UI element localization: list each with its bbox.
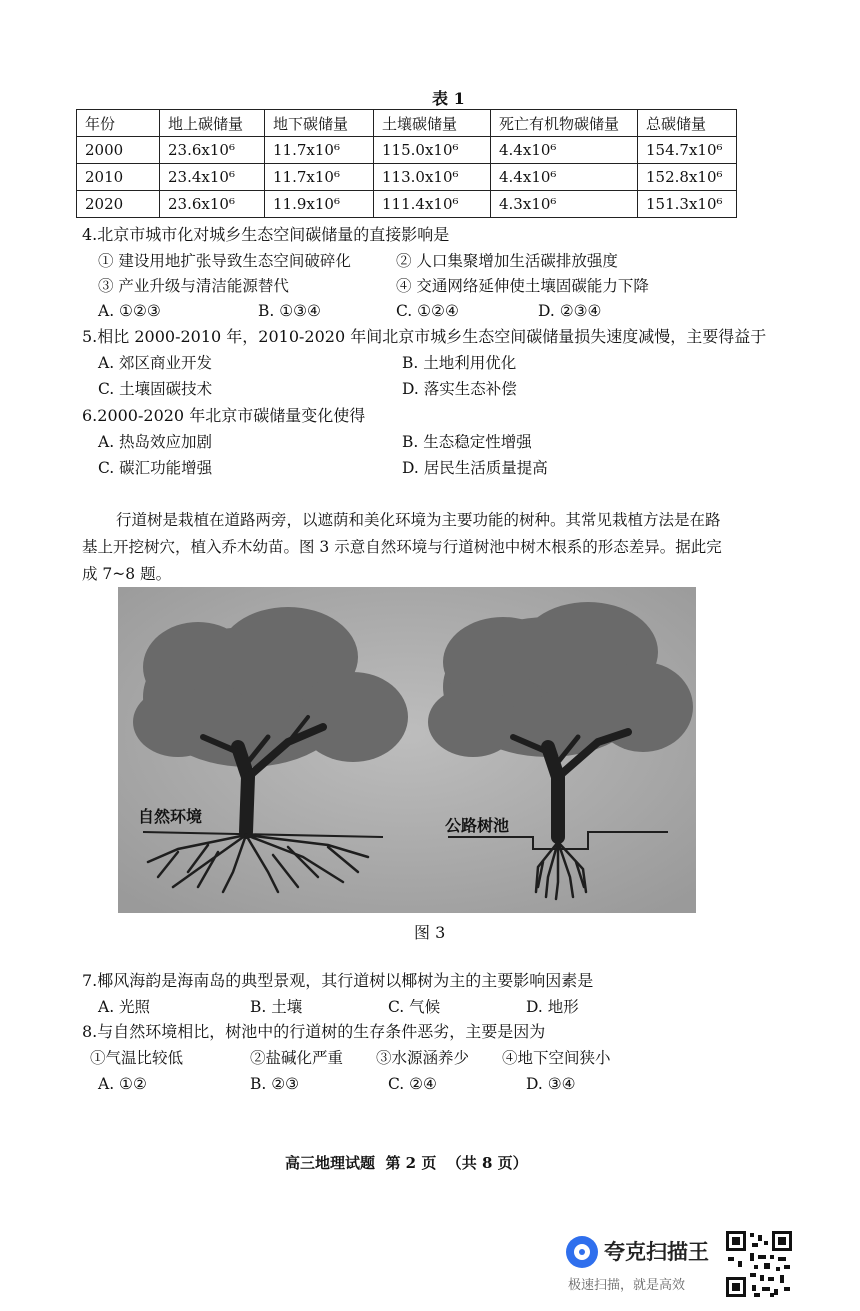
table-header-cell: 地下碳储量 — [265, 110, 374, 137]
table-cell: 11.7x10⁶ — [265, 137, 374, 164]
intro-line-1: 行道树是栽植在道路两旁，以遮荫和美化环境为主要功能的树种。其常见栽植方法是在路 — [116, 511, 721, 529]
question-8-item: ④地下空间狭小 — [502, 1049, 611, 1067]
table-cell: 2000 — [77, 137, 160, 164]
table-cell: 4.4x10⁶ — [491, 164, 638, 191]
question-5-option: A. 郊区商业开发 — [98, 354, 213, 372]
table-cell: 4.4x10⁶ — [491, 137, 638, 164]
intro-line-2: 基上开挖树穴，植入乔木幼苗。图 3 示意自然环境与行道树池中树木根系的形态差异。据此完 — [82, 538, 722, 556]
question-4-item: ③ 产业升级与清洁能源替代 — [98, 277, 289, 295]
question-6-option: A. 热岛效应加剧 — [98, 433, 213, 451]
table-cell: 11.7x10⁶ — [265, 164, 374, 191]
table-cell: 152.8x10⁶ — [638, 164, 737, 191]
question-8-option: A. ①② — [98, 1075, 147, 1093]
question-4-option: C. ①②④ — [396, 302, 459, 320]
question-5-option: C. 土壤固碳技术 — [98, 380, 213, 398]
question-4-item: ② 人口集聚增加生活碳排放强度 — [396, 252, 618, 270]
question-7-option: D. 地形 — [526, 998, 579, 1016]
question-5-option: B. 土地利用优化 — [402, 354, 517, 372]
question-5-stem: 5.相比 2000-2010 年，2010-2020 年间北京市城乡生态空间碳储量损失速度减慢，主要得益于 — [82, 327, 767, 346]
carbon-storage-table — [76, 109, 737, 218]
table-cell: 2010 — [77, 164, 160, 191]
table-row — [77, 164, 737, 191]
figure-3-image — [118, 587, 696, 913]
question-4-option: A. ①②③ — [98, 302, 161, 320]
question-4-stem: 4.北京市城市化对城乡生态空间碳储量的直接影响是 — [82, 225, 450, 244]
table-cell: 11.9x10⁶ — [265, 191, 374, 218]
tree-roots-illustration — [118, 587, 696, 913]
intro-line-3: 成 7~8 题。 — [82, 565, 172, 583]
table-header-cell: 土壤碳储量 — [374, 110, 491, 137]
table-cell: 111.4x10⁶ — [374, 191, 491, 218]
question-7-option: A. 光照 — [98, 998, 151, 1016]
qr-code-icon — [724, 1229, 794, 1299]
question-8-option: B. ②③ — [250, 1075, 300, 1093]
question-5-option: D. 落实生态补偿 — [402, 380, 517, 398]
figure-label-road-pit: 公路树池 — [445, 816, 510, 835]
table-header-cell: 年份 — [77, 110, 160, 137]
question-7-option: C. 气候 — [388, 998, 441, 1016]
table-cell: 151.3x10⁶ — [638, 191, 737, 218]
table-header-cell: 死亡有机物碳储量 — [491, 110, 638, 137]
question-4-item: ① 建设用地扩张导致生态空间破碎化 — [98, 252, 351, 270]
page-footer: 高三地理试题 第 2 页 （共 8 页） — [285, 1154, 528, 1172]
question-8-stem: 8.与自然环境相比，树池中的行道树的生存条件恶劣，主要是因为 — [82, 1022, 546, 1041]
question-6-option: C. 碳汇功能增强 — [98, 459, 213, 477]
table-header-cell: 地上碳储量 — [160, 110, 265, 137]
question-7-option: B. 土壤 — [250, 998, 303, 1016]
question-8-item: ②盐碱化严重 — [250, 1049, 344, 1067]
figure-label-natural: 自然环境 — [138, 807, 203, 826]
table-cell: 23.6x10⁶ — [160, 191, 265, 218]
question-8-option: D. ③④ — [526, 1075, 576, 1093]
table-cell: 23.6x10⁶ — [160, 137, 265, 164]
quark-logo-icon — [566, 1236, 598, 1268]
question-4-option: B. ①③④ — [258, 302, 321, 320]
watermark-slogan: 极速扫描，就是高效 — [568, 1278, 686, 1293]
table-cell: 4.3x10⁶ — [491, 191, 638, 218]
question-4-option: D. ②③④ — [538, 302, 602, 320]
question-6-option: D. 居民生活质量提高 — [402, 459, 548, 477]
table-cell: 2020 — [77, 191, 160, 218]
question-6-option: B. 生态稳定性增强 — [402, 433, 532, 451]
table-header-cell: 总碳储量 — [638, 110, 737, 137]
question-4-item: ④ 交通网络延伸使土壤固碳能力下降 — [396, 277, 649, 295]
question-8-item: ③水源涵养少 — [376, 1049, 470, 1067]
figure-caption: 图 3 — [414, 923, 446, 942]
table-row — [77, 137, 737, 164]
question-7-stem: 7.椰风海韵是海南岛的典型景观，其行道树以椰树为主的主要影响因素是 — [82, 971, 594, 990]
question-8-item: ①气温比较低 — [90, 1049, 184, 1067]
question-6-stem: 6.2000-2020 年北京市碳储量变化使得 — [82, 406, 366, 425]
table-row — [77, 191, 737, 218]
watermark-brand: 夸克扫描王 — [604, 1240, 709, 1264]
table-cell: 115.0x10⁶ — [374, 137, 491, 164]
question-8-option: C. ②④ — [388, 1075, 437, 1093]
table-cell: 23.4x10⁶ — [160, 164, 265, 191]
table-caption: 表 1 — [432, 89, 465, 108]
table-header-row — [77, 110, 737, 137]
table-cell: 154.7x10⁶ — [638, 137, 737, 164]
table-cell: 113.0x10⁶ — [374, 164, 491, 191]
